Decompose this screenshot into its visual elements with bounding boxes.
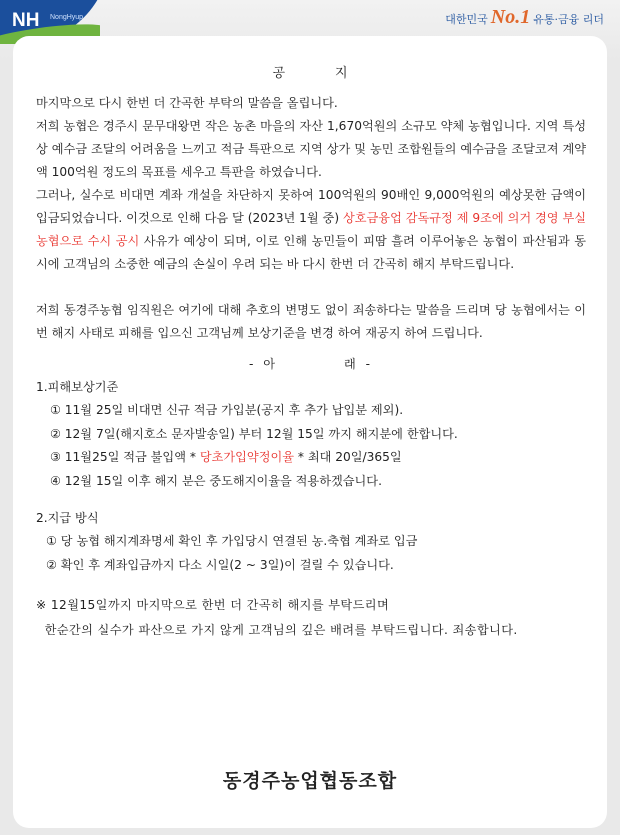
section2-item-1: ① 당 농협 해지계좌명세 확인 후 가입당시 연결된 농.축협 계좌로 입금 xyxy=(46,534,418,548)
marker-left: - 아 xyxy=(248,357,278,371)
section1-item-1: ① 11월 25일 비대면 신규 적금 가입분(공지 후 추가 납입분 제외). xyxy=(50,403,404,417)
section2-title: 2.지급 방식 xyxy=(36,511,99,525)
closing-line-2: 한순간의 실수가 파산으로 가지 않게 고객님의 깊은 배려를 부탁드립니다. 죄송합니다. xyxy=(36,623,518,637)
problem-paragraph xyxy=(36,184,586,276)
signature: 동경주농업협동조합 xyxy=(222,770,398,792)
spacer xyxy=(36,276,586,299)
closing-line-1: ※ 12월15일까지 마지막으로 한번 더 간곡히 해지를 부탁드리며 xyxy=(36,598,390,612)
item3-highlight: 당초가입약정이율 xyxy=(199,450,295,464)
slogan-no1: No.1 xyxy=(490,6,531,28)
problem-highlight: 상호금융업 감독규정 제 9조에 의거 경영 부실 농협으로 수시 공시 xyxy=(36,211,586,248)
notice-body xyxy=(36,92,586,643)
closing-block xyxy=(36,593,586,643)
item3-after: * 최대 20일/365일 xyxy=(294,450,402,464)
section1-item-2: ② 12월 7일(해지호소 문자발송일) 부터 12월 15일 까지 해지분에 한합니다. xyxy=(50,426,458,441)
slogan-prefix: 대한민국 xyxy=(445,13,488,26)
slogan xyxy=(445,6,604,29)
spacer xyxy=(36,493,586,507)
section2-item-2: ② 확인 후 계좌입금까지 다소 시일(2 ~ 3일)이 걸릴 수 있습니다. xyxy=(46,557,394,572)
intro-paragraph: 마지막으로 다시 한번 더 간곡한 부탁의 말씀을 올립니다. xyxy=(36,96,338,110)
problem-text-before: 그러나, 실수로 비대면 계좌 개설을 차단하지 못하여 100억원의 90배인 9,000억원의 예상못한 금액이 입금되었습니다. 이것으로 인해 다음 달 (2023년 1월 중) xyxy=(36,188,586,225)
background-paragraph: 저희 농협은 경주시 문무대왕면 작은 농촌 마을의 자산 1,670억원의 소규모 약체 농협입니다. 지역 특성상 예수금 조달의 어려움을 느끼고 적금 특판으로 지역 상가 및 농민 조합원들의 예수금을 조달코져 계약액 100억원 정도의 목표를 세우고 특판을 하였습니다. xyxy=(36,119,586,179)
notice-title: 공지 xyxy=(272,66,398,81)
notice-card xyxy=(13,36,607,828)
marker-right: 래 - xyxy=(344,357,374,371)
section1-item-4: ④ 12월 15일 이후 해지 분은 중도해지이율을 적용하겠습니다. xyxy=(50,473,382,488)
problem-text-after: 사유가 예상이 되며, 이로 인해 농민들이 피땀 흘려 이루어놓은 농협이 파산됨과 동시에 고객님의 소중한 예금의 손실이 우려 되는 바 다시 한번 더 간곡히 해지 부탁드립니다. xyxy=(36,234,586,271)
details-marker xyxy=(36,353,586,376)
logo-text: NH xyxy=(12,10,40,31)
apology-paragraph: 저희 동경주농협 임직원은 여기에 대해 추호의 변명도 없이 죄송하다는 말씀을 드리며 당 농협에서는 이번 해지 사태로 피해를 입으신 고객님께 보상기준을 변경 하여 재공지 하여 드립니다. xyxy=(36,303,586,340)
section1-item-3 xyxy=(36,446,586,470)
item3-before: ③ 11월25일 적금 불입액 * xyxy=(50,450,200,464)
section1-title: 1.피해보상기준 xyxy=(36,380,119,394)
slogan-suffix: 유통·금융 리더 xyxy=(533,13,604,26)
logo-subtext: NongHyup xyxy=(50,14,84,21)
